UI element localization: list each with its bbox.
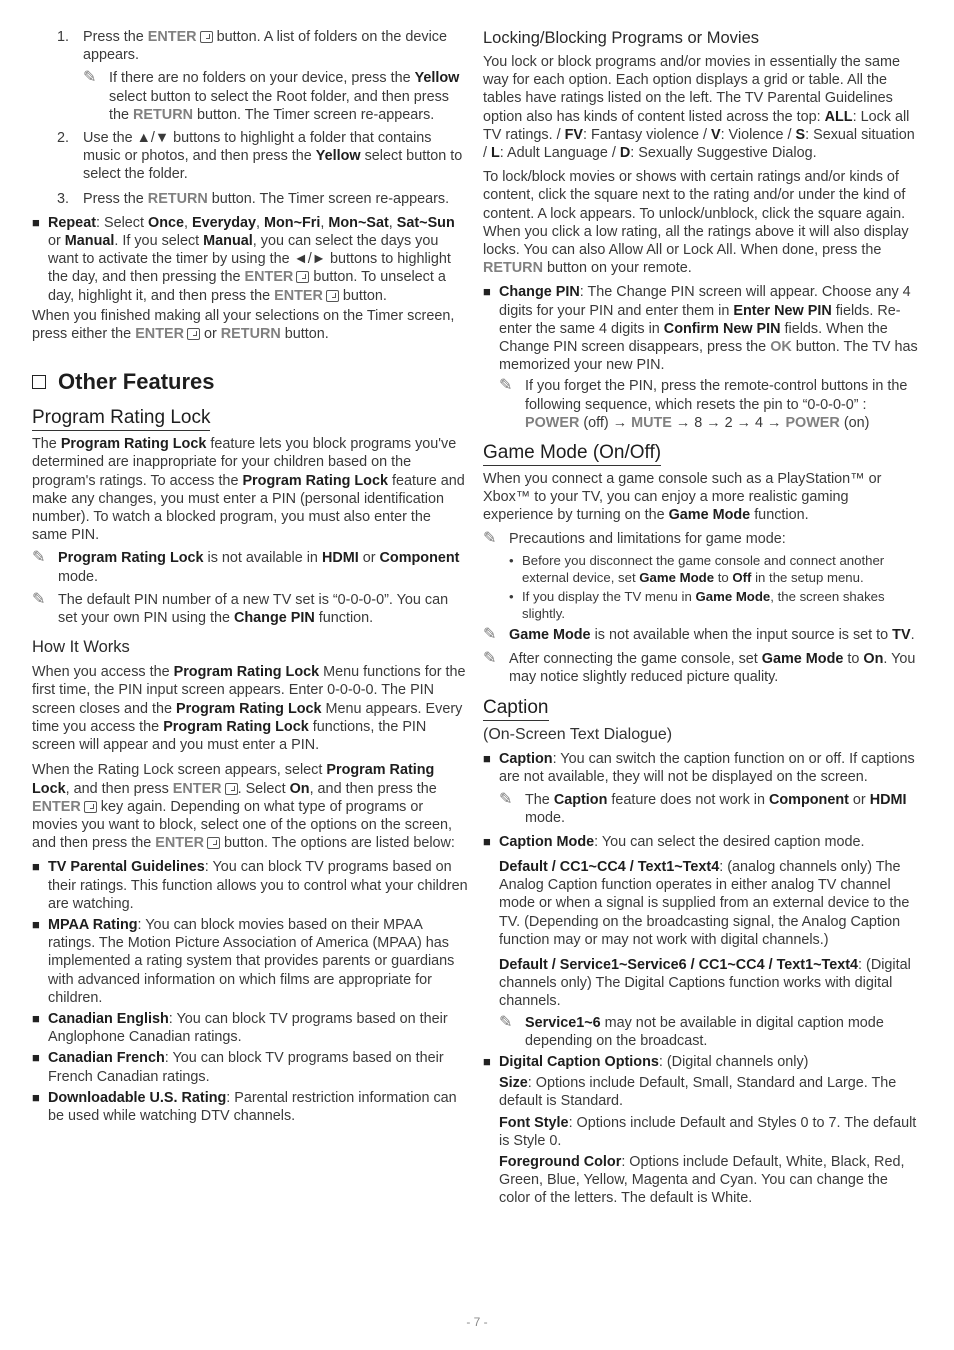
pencil-icon: ✎ [499,377,513,395]
pencil-icon: ✎ [32,590,46,608]
note: ✎ The default PIN number of a new TV set is “0-0-0-0”. You can set your own PIN using the Change PIN function. [32,590,449,627]
note: ✎ Program Rating Lock is not available in HDMI or Component mode. [32,549,460,585]
square-bullet-icon: ■ [32,859,40,875]
step-1: 1. Press the ENTER button. A list of folders on the device appears. [32,28,470,64]
enter-icon [225,783,238,795]
square-bullet-icon: ■ [32,1010,40,1026]
pencil-icon: ✎ [483,650,497,668]
note: ✎ Service1~6 may not be available in digital caption mode depending on the broadcast. [499,1013,884,1049]
font-style-paragraph: Font Style: Options include Default and Styles 0 to 7. The default is Style 0. [499,1114,917,1149]
enter-icon [296,271,309,283]
digital-caption-paragraph: Default / Service1~Service6 / CC1~CC4 / Text1~Text4: (Digital channels only) The Digital Captions function works with digital channels. [499,956,911,1010]
program-rating-lock-heading: Program Rating Lock [32,407,210,431]
step-number: 1. [57,29,70,45]
caption-heading: Caption [483,697,549,721]
dot-bullet-icon: • [509,552,514,568]
caption-mode-item: ■ Caption Mode: You can select the desired caption mode. [483,833,865,850]
finish-paragraph: When you finished making all your selections on the Timer screen, press either the ENTER or RETURN button. [32,307,455,343]
square-bullet-icon: ■ [483,750,491,766]
section-heading: Other Features [32,369,470,395]
note: ✎ Game Mode is not available when the input source is set to TV. [483,626,915,644]
enter-icon [207,837,220,849]
page-number: - 7 - [466,1315,488,1329]
pencil-icon: ✎ [83,69,97,87]
enter-icon [187,328,200,340]
right-column [483,28,921,1208]
size-paragraph: Size: Options include Default, Small, Standard and Large. The default is Standard. [499,1075,897,1110]
note: ✎ Precautions and limitations for game mode: [483,529,786,547]
list-item: ■ Downloadable U.S. Rating: Parental restriction information can be used while watching DTV channels. [32,1089,457,1124]
lock-paragraph-1: You lock or block programs and/or movies in essentially the same way for each option. Each option displays a grid or table. All the tables have ratings listed on the left. The TV Parental Guidelines option also has kinds of content listed across the top: ALL: Lock all TV ratings. / FV: Fantasy violence / V: Violence / S: Sexual situation / L: Adult Language / D: Sexually Suggestive Dialog. [483,54,915,162]
game-mode-heading: Game Mode (On/Off) [483,442,661,466]
analog-caption-paragraph: Default / CC1~CC4 / Text1~Text4: (analog channels only) The Analog Caption function operates in either analog TV channel mode or when a signal is supplied from an external device to the TV. (Depending on the broadcasting signal, the Analog Caption function may or may not work with digital channels.) [499,858,910,948]
pencil-icon: ✎ [483,626,497,644]
repeat-item: ■ Repeat: Select Once, Everyday, Mon~Fri, Mon~Sat, Sat~Sun or Manual. If you select Manual, you can select the days you want to activate the timer by using the ◄/► buttons to highlight the day, and then pressing the ENTER button. To unselect a day, highlight it, and then press the ENTER button. [32,214,455,304]
change-pin-item: ■ Change PIN: The Change PIN screen will appear. Choose any 4 digits for your PIN and enter them in Enter New PIN fields. Re-enter the same 4 digits in Confirm New PIN fields. When the Change PIN screen disappears, press the OK button. The TV has memorized your new PIN. [483,284,918,374]
enter-icon [326,290,339,302]
step-3: 3. Press the RETURN button. The Timer screen re-appears. [57,190,450,207]
square-bullet-icon: ■ [483,284,491,300]
step-2: 2. Use the ▲/▼ buttons to highlight a folder that contains music or photos, and then press the Yellow select button to select the folder. [57,130,463,183]
square-bullet-icon: ■ [32,1089,40,1105]
sub-bullet: • Before you disconnect the game console and connect another external device, set Game Mode to Off in the setup menu. [509,552,885,585]
list-item: ■ MPAA Rating: You can block movies based on their MPAA ratings. The Motion Picture Association of America (MPAA) has implemented a rating system that provides parents or guardians with advanced information on which films are appropriate for children. [32,916,455,1006]
hiw-paragraph-1: When you access the Program Rating Lock Menu functions for the first time, the PIN input screen appears. Enter 0-0-0-0. The PIN screen closes and the Program Rating Lock Menu appears. Every time you access the Program Rating Lock functions, the PIN screen will appear and you must enter a PIN. [32,664,466,754]
note: ✎ The Caption feature does not work in Component or HDMI mode. [499,791,907,827]
pencil-icon: ✎ [483,529,497,547]
enter-icon [200,31,213,43]
checkbox-icon [32,375,46,389]
locking-heading: Locking/Blocking Programs or Movies [483,29,760,47]
caption-item: ■ Caption: You can switch the caption function on or off. If captions are not available, they will not be displayed on the screen. [483,750,915,786]
game-paragraph: When you connect a game console such as a PlayStation™ or Xbox™ to your TV, you can enjoy a more realistic gaming experience by turning on the Game Mode function. [483,471,882,524]
square-bullet-icon: ■ [32,214,40,230]
pencil-icon: ✎ [499,791,513,809]
note: ✎ If there are no folders on your device, press the Yellow select button to select the Root folder, and then press the RETURN button. The Timer screen re-appears. [83,69,460,123]
prl-paragraph: The Program Rating Lock feature lets you block programs you've determined are inappropriate for your children based on the program's ratings. To access the Program Rating Lock feature and make any changes, you must enter a PIN (personal identification number). To watch a blocked program, you must also enter the same PIN. [32,436,465,544]
note: ✎ If you forget the PIN, press the remote-control buttons in the following sequence, which resets the pin to “0-0-0-0” : POWER (off) → MUTE → 8 → 2 → 4 → POWER (on) [499,377,908,431]
sub-bullet: • If you display the TV menu in Game Mode, the screen shakes slightly. [509,589,885,622]
note: ✎ After connecting the game console, set Game Mode to On. You may notice slightly reduced picture quality. [483,650,916,686]
square-bullet-icon: ■ [32,1050,40,1066]
list-item: ■ Canadian English: You can block TV programs based on their Anglophone Canadian ratings. [32,1010,448,1046]
list-item: ■ Canadian French: You can block TV programs based on their French Canadian ratings. [32,1050,444,1085]
list-item: ■ TV Parental Guidelines: You can block TV programs based on their ratings. This function allows you to control what your children are watching. [32,859,468,912]
square-bullet-icon: ■ [483,1053,491,1069]
hiw-paragraph-2: When the Rating Lock screen appears, select Program Rating Lock, and then press ENTER . Select On, and then press the ENTER key again. Depending on what type of programs or movies you want to block, select one of the options on the screen, and then press the ENTER button. The options are listed below: [32,762,455,852]
lock-paragraph-2: To lock/block movies or shows with certain ratings and/or kinds of content, click the square next to the rating and/or under the kind of content. A lock appears. To unlock/unblock, click the square again. When you click a low rating, all the ratings above it will also display locks. You can also Allow All or Lock All. When done, press the RETURN button on your remote. [483,169,909,277]
pencil-icon: ✎ [499,1013,513,1031]
how-it-works-heading: How It Works [32,638,130,657]
square-bullet-icon: ■ [483,833,491,849]
pencil-icon: ✎ [32,549,46,567]
caption-subtitle: (On-Screen Text Dialogue) [483,725,673,743]
left-column [32,28,470,1125]
square-bullet-icon: ■ [32,916,40,932]
foreground-color-paragraph: Foreground Color: Options include Default, White, Black, Red, Green, Blue, Yellow, Magenta and Cyan. You can change the color of the letters. The default is White. [499,1153,905,1207]
dot-bullet-icon: • [509,589,514,605]
digital-caption-options-item: ■ Digital Caption Options: (Digital channels only) [483,1053,809,1070]
enter-icon [84,801,97,813]
